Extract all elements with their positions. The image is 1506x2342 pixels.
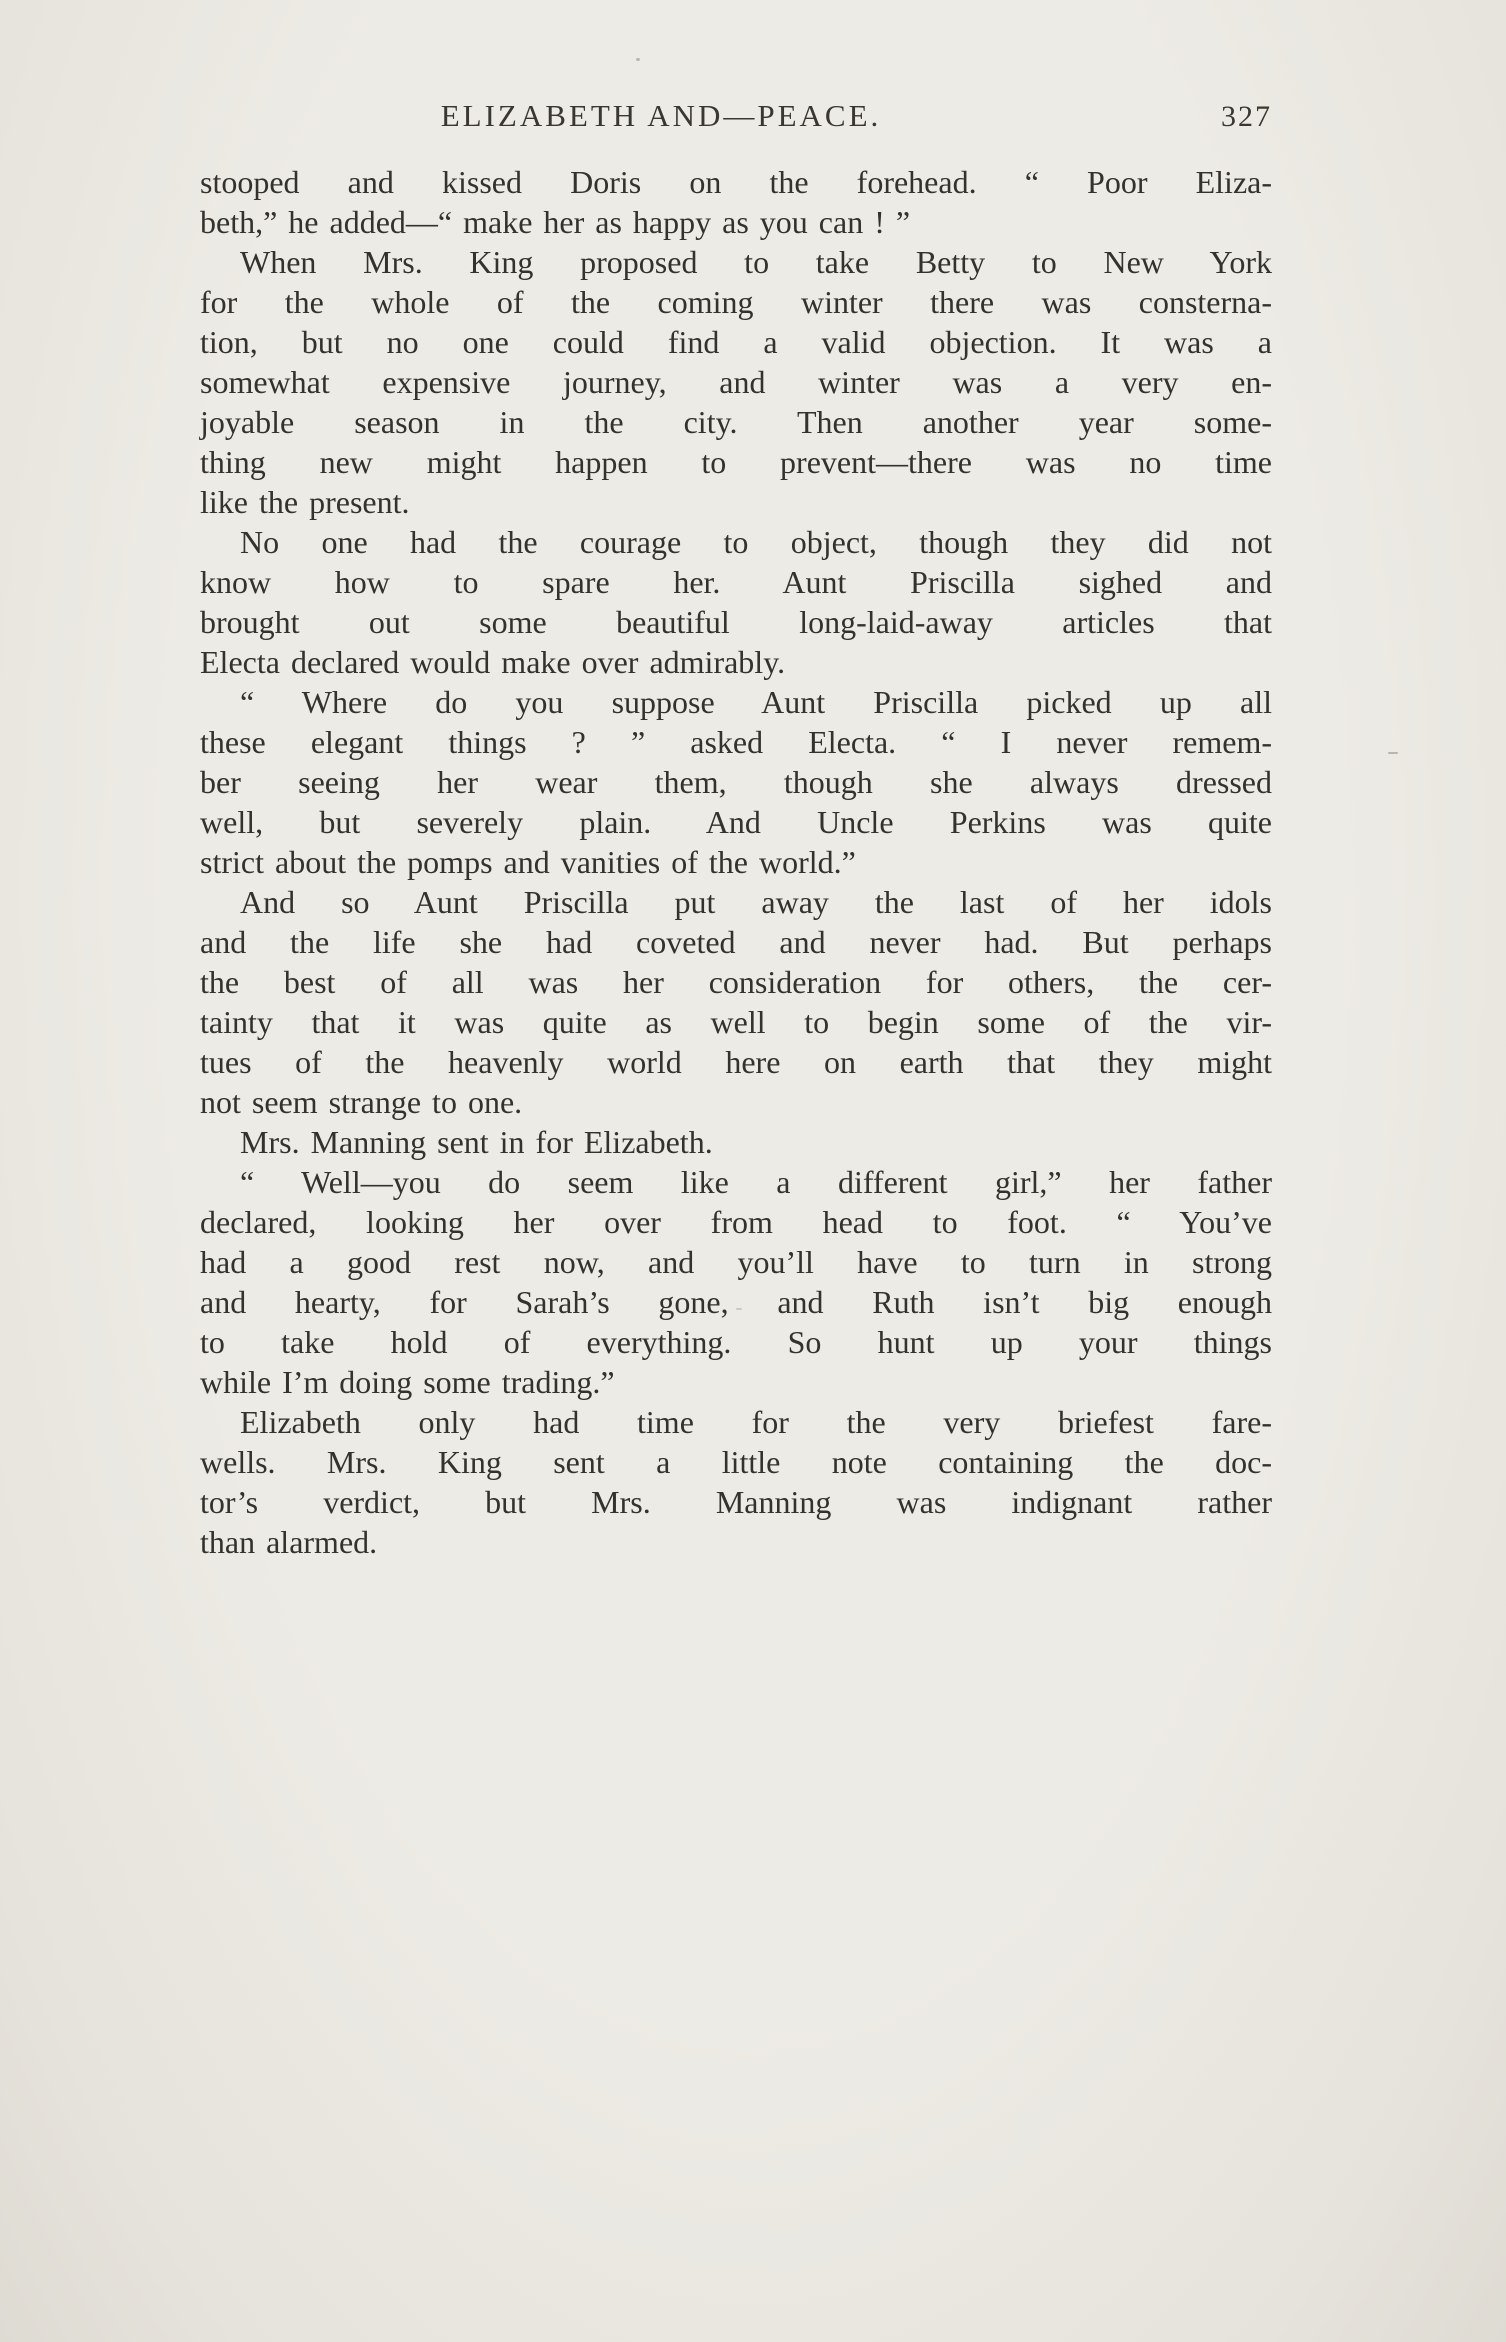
text-line: somewhat expensive journey, and winter was a very en- xyxy=(200,364,1272,400)
page-number: 327 xyxy=(1221,100,1272,133)
text-line: brought out some beautiful long-laid-away articles that xyxy=(200,604,1272,640)
paragraph xyxy=(200,682,1272,882)
text-line: know how to spare her. Aunt Priscilla sighed and xyxy=(200,564,1272,600)
text-line: these elegant things ? ” asked Electa. “ I never remem- xyxy=(200,724,1272,760)
text-line: “ Well—you do seem like a different girl,” her father xyxy=(240,1164,1272,1200)
text-line: And so Aunt Priscilla put away the last of her idols xyxy=(240,884,1272,920)
text-line: had a good rest now, and you’ll have to turn in strong xyxy=(200,1244,1272,1280)
scan-artifact xyxy=(1388,752,1398,754)
paragraph xyxy=(200,522,1272,682)
text-line: like the present. xyxy=(200,484,410,520)
text-line: tion, but no one could find a valid objection. It was a xyxy=(200,324,1272,360)
text-line: “ Where do you suppose Aunt Priscilla picked up all xyxy=(240,684,1272,720)
paragraph xyxy=(200,882,1272,1122)
text-line: ber seeing her wear them, though she always dressed xyxy=(200,764,1272,800)
text-line: for the whole of the coming winter there was consterna- xyxy=(200,284,1272,320)
text-line: stooped and kissed Doris on the forehead. “ Poor Eliza- xyxy=(200,164,1272,200)
paragraph xyxy=(200,242,1272,522)
text-line: Electa declared would make over admirably. xyxy=(200,644,786,680)
page-body xyxy=(200,162,1272,1562)
paragraph xyxy=(200,1162,1272,1402)
text-line: wells. Mrs. King sent a little note containing the doc- xyxy=(200,1444,1272,1480)
text-line: and the life she had coveted and never had. But perhaps xyxy=(200,924,1272,960)
text-line: strict about the pomps and vanities of the world.” xyxy=(200,844,856,880)
paragraph xyxy=(200,1402,1272,1562)
scan-artifact xyxy=(636,58,640,61)
text-line: beth,” he added—“ make her as happy as you can ! ” xyxy=(200,204,911,240)
text-line: Elizabeth only had time for the very briefest fare- xyxy=(240,1404,1272,1440)
paragraph xyxy=(200,1122,1272,1162)
text-line: No one had the courage to object, though they did not xyxy=(240,524,1272,560)
text-line: joyable season in the city. Then another year some- xyxy=(200,404,1272,440)
text-line: When Mrs. King proposed to take Betty to New York xyxy=(240,244,1272,280)
text-line: and hearty, for Sarah’s gone, and Ruth isn’t big enough xyxy=(200,1284,1272,1320)
text-line: tor’s verdict, but Mrs. Manning was indignant rather xyxy=(200,1484,1272,1520)
text-line: declared, looking her over from head to foot. “ You’ve xyxy=(200,1204,1272,1240)
text-line: than alarmed. xyxy=(200,1524,378,1560)
running-head-title: ELIZABETH AND—PEACE. xyxy=(440,98,882,133)
text-line: the best of all was her consideration for others, the cer- xyxy=(200,964,1272,1000)
text-line: not seem strange to one. xyxy=(200,1084,523,1120)
text-line: tainty that it was quite as well to begin some of the vir- xyxy=(200,1004,1272,1040)
text-line: well, but severely plain. And Uncle Perkins was quite xyxy=(200,804,1272,840)
text-line: to take hold of everything. So hunt up your things xyxy=(200,1324,1272,1360)
text-line: tues of the heavenly world here on earth that they might xyxy=(200,1044,1272,1080)
page-header xyxy=(200,98,1272,140)
text-line: while I’m doing some trading.” xyxy=(200,1364,615,1400)
text-line: Mrs. Manning sent in for Elizabeth. xyxy=(240,1124,713,1160)
paragraph xyxy=(200,162,1272,242)
text-line: thing new might happen to prevent—there was no time xyxy=(200,444,1272,480)
